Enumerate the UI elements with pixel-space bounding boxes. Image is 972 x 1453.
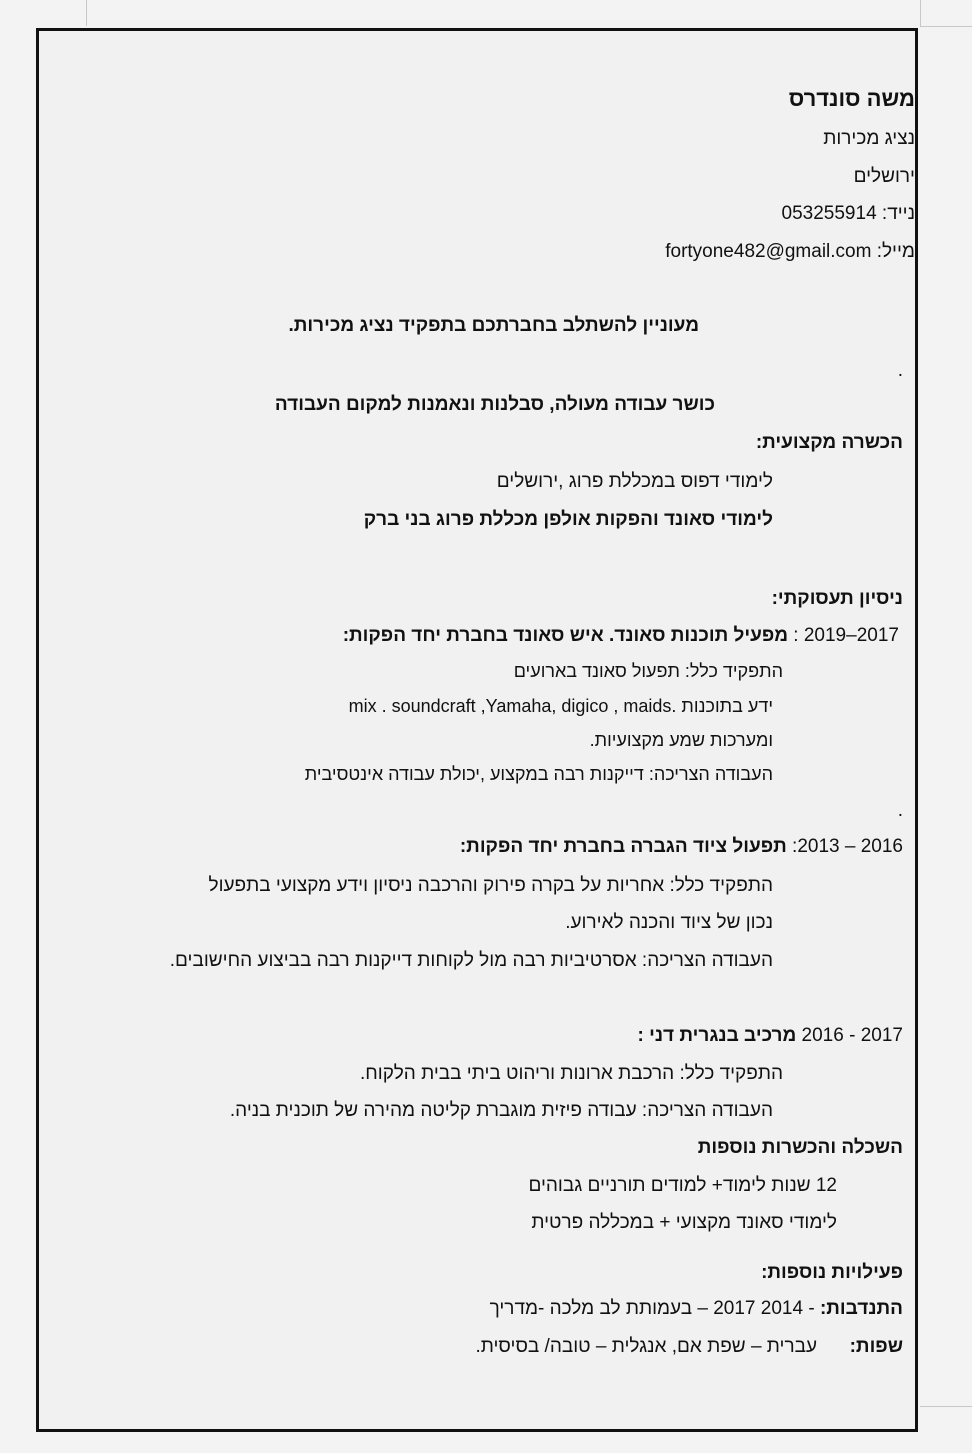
job-detail-line: ידע בתוכנות .mix . soundcraft ,Yamaha, digico , maids bbox=[348, 696, 773, 716]
job-dates: 2016 – 2013: bbox=[792, 836, 903, 857]
job-title: מרכיב בנגרית דני : bbox=[637, 1025, 797, 1046]
job-dates: 2017–2019 : bbox=[793, 625, 899, 646]
candidate-city: ירושלים bbox=[853, 166, 915, 187]
job-entry-header bbox=[460, 837, 903, 856]
job-detail-line: העבודה הצריכה: עבודה פיזית מוגברת קליטה מהירה של תוכנית בניה. bbox=[229, 1100, 773, 1121]
job-dates: 2017 - 2016 bbox=[801, 1025, 903, 1046]
languages-line bbox=[475, 1337, 903, 1356]
job-detail-line: נכון של ציוד והכנה לאירוע. bbox=[565, 912, 773, 933]
objective-line: מעוניין להשתלב בחברתכם בתפקיד נציג מכירות. bbox=[288, 315, 699, 336]
separator-dot: . bbox=[897, 360, 903, 381]
training-item: לימודי סאונד והפקות אולפן מכללת פרוג בני ברק bbox=[363, 509, 773, 530]
candidate-phone: נייד: 053255914 bbox=[781, 203, 915, 224]
volunteer-label: התנדבות: bbox=[819, 1298, 903, 1319]
education-heading: השכלה והכשרות נוספות bbox=[697, 1137, 903, 1158]
page-corner-mark bbox=[920, 1406, 972, 1407]
activities-heading: פעילויות נוספות: bbox=[761, 1262, 903, 1283]
education-item: 12 שנות לימוד+ למודים תורניים גבוהים bbox=[528, 1175, 837, 1196]
job-detail-line: התפקיד כלל: אחריות על בקרה פירוק והרכבה ניסיון וידע מקצועי בתפעול bbox=[208, 875, 773, 896]
job-title: תפעול ציוד הגברה בחברת יחד הפקות: bbox=[459, 836, 787, 857]
candidate-role: נציג מכירות bbox=[823, 128, 915, 149]
experience-heading: ניסיון תעסוקתי: bbox=[771, 588, 903, 609]
languages-text: עברית – שפת אם, אנגלית – טובה/ בסיסית. bbox=[475, 1336, 818, 1357]
job-detail-line: העבודה הצריכה: אסרטיביות רבה מול לקוחות דייקנות רבה בביצוע החישובים. bbox=[169, 950, 773, 971]
languages-label: שפות: bbox=[849, 1336, 903, 1357]
page-corner-mark bbox=[86, 0, 87, 26]
volunteer-line bbox=[490, 1299, 903, 1318]
job-detail-line: התפקיד כלל: הרכבת ארונות וריהוט ביתי בבית הלקוח. bbox=[359, 1063, 783, 1084]
page-corner-mark bbox=[920, 26, 972, 27]
education-item: לימודי סאונד מקצועי + במכללה פרטית bbox=[531, 1212, 837, 1233]
job-detail-line: העבודה הצריכה: דייקנות רבה במקצוע ,יכולת עבודה אינטסיבית bbox=[304, 764, 773, 784]
page-corner-mark bbox=[920, 0, 921, 26]
job-detail-line: ומערכות שמע מקצועיות. bbox=[589, 730, 773, 750]
volunteer-text: - 2014 2017 – בעמותת לב מלכה -מדריך bbox=[489, 1298, 815, 1319]
job-entry-header bbox=[638, 1026, 903, 1045]
job-entry-header bbox=[343, 626, 899, 645]
candidate-name: משה סונדרס bbox=[788, 86, 915, 111]
training-heading: הכשרה מקצועית: bbox=[755, 432, 903, 453]
job-detail-line: התפקיד כלל: תפעול סאונד בארועים bbox=[513, 661, 783, 681]
job-title: מפעיל תוכנות סאונד. איש סאונד בחברת יחד הפקות: bbox=[342, 625, 789, 646]
separator-dot: . bbox=[897, 800, 903, 821]
resume-page bbox=[36, 28, 918, 1432]
candidate-email[interactable]: מייל: fortyone482@gmail.com bbox=[665, 241, 915, 262]
training-item: לימודי דפוס במכללת פרוג ,ירושלים bbox=[496, 471, 773, 492]
summary-line: כושר עבודה מעולה, סבלנות ונאמנות למקום העבודה bbox=[274, 394, 715, 415]
